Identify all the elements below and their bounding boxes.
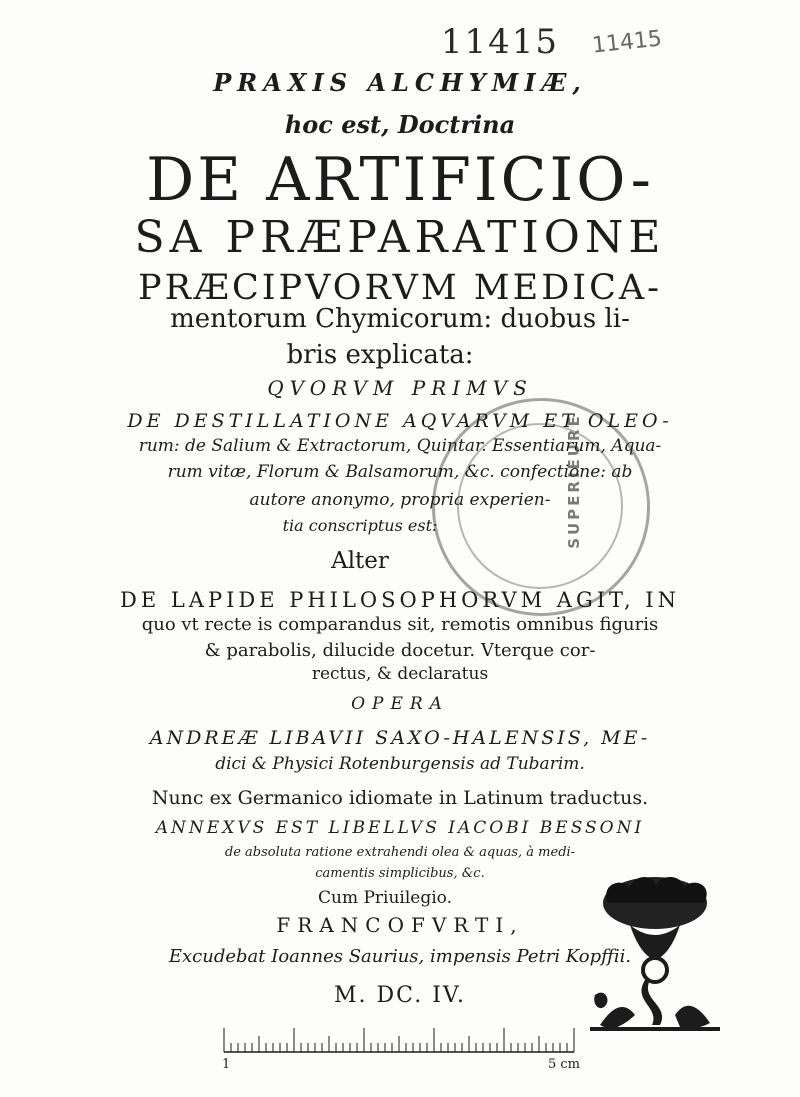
title-line-6: mentorum Chymicorum: duobus li-	[170, 304, 630, 334]
library-stamp-text: SUPERIEURE	[564, 413, 583, 549]
book2-line-1: DE LAPIDE PHILOSOPHORVM AGIT, IN	[120, 588, 680, 612]
book2-line-3: & parabolis, dilucide docetur. Vterque cor-	[204, 640, 596, 661]
privilege: Cum Priuilegio.	[317, 888, 453, 908]
book2-line-2: quo vt recte is comparandus sit, remotis omnibus figuris	[141, 614, 659, 635]
book1-line-1: DE DESTILLATIONE AQVARVM ET OLEO-	[127, 410, 673, 432]
annex-line-3: camentis simplicibus, &c.	[315, 866, 485, 881]
book1-line-4: autore anonymo, propria experien-	[249, 490, 551, 510]
shelfmark-number: 11415	[440, 22, 560, 62]
annex-line-2: de absoluta ratione extrahendi olea & aquas, à medi-	[224, 845, 576, 860]
title-line-7: bris explicata:	[286, 340, 474, 370]
book1-line-3: rum vitæ, Florum & Balsamorum, &c. confectione: ab	[167, 462, 633, 482]
imprint-printer: Excudebat Ioannes Saurius, impensis Petri Kopffii.	[168, 946, 632, 967]
title-line-3: DE ARTIFICIO-	[146, 145, 654, 215]
title-line-5: PRÆCIPVORVM MEDICA-	[138, 268, 662, 308]
shelfmark-note: 11415	[590, 26, 664, 59]
book1-line-2: rum: de Salium & Extractorum, Quintar. Essentiarum, Aqua-	[138, 436, 662, 456]
book1-line-5: tia conscriptus est:	[282, 516, 438, 535]
ruler-label-end: 5 cm	[548, 1057, 581, 1072]
title-line-2: hoc est, Doctrina	[284, 110, 516, 139]
translation-note: Nunc ex Germanico idiomate in Latinum traductus.	[151, 787, 649, 809]
annex-line-1: ANNEXVS EST LIBELLVS IACOBI BESSONI	[155, 818, 645, 838]
title-line-4: SA PRÆPARATIONE	[134, 212, 666, 263]
title-line-1: PRAXIS ALCHYMIÆ,	[213, 68, 587, 97]
book1-heading: QVORVM PRIMVS	[267, 376, 533, 400]
ruler-label-start: 1	[222, 1057, 231, 1072]
author-line-2: dici & Physici Rotenburgensis ad Tubarim.	[215, 754, 585, 774]
imprint-year: M. DC. IV.	[334, 983, 466, 1008]
scale-ruler	[222, 1022, 576, 1072]
book2-line-4: rectus, & declaratus	[311, 664, 489, 684]
author-line-1: ANDREÆ LIBAVII SAXO-HALENSIS, ME-	[149, 727, 651, 749]
imprint-city: FRANCOFVRTI,	[276, 913, 524, 937]
book2-heading: Alter	[331, 548, 389, 574]
opera-label: OPERA	[351, 694, 449, 714]
printer-device-ornament	[590, 875, 720, 1035]
